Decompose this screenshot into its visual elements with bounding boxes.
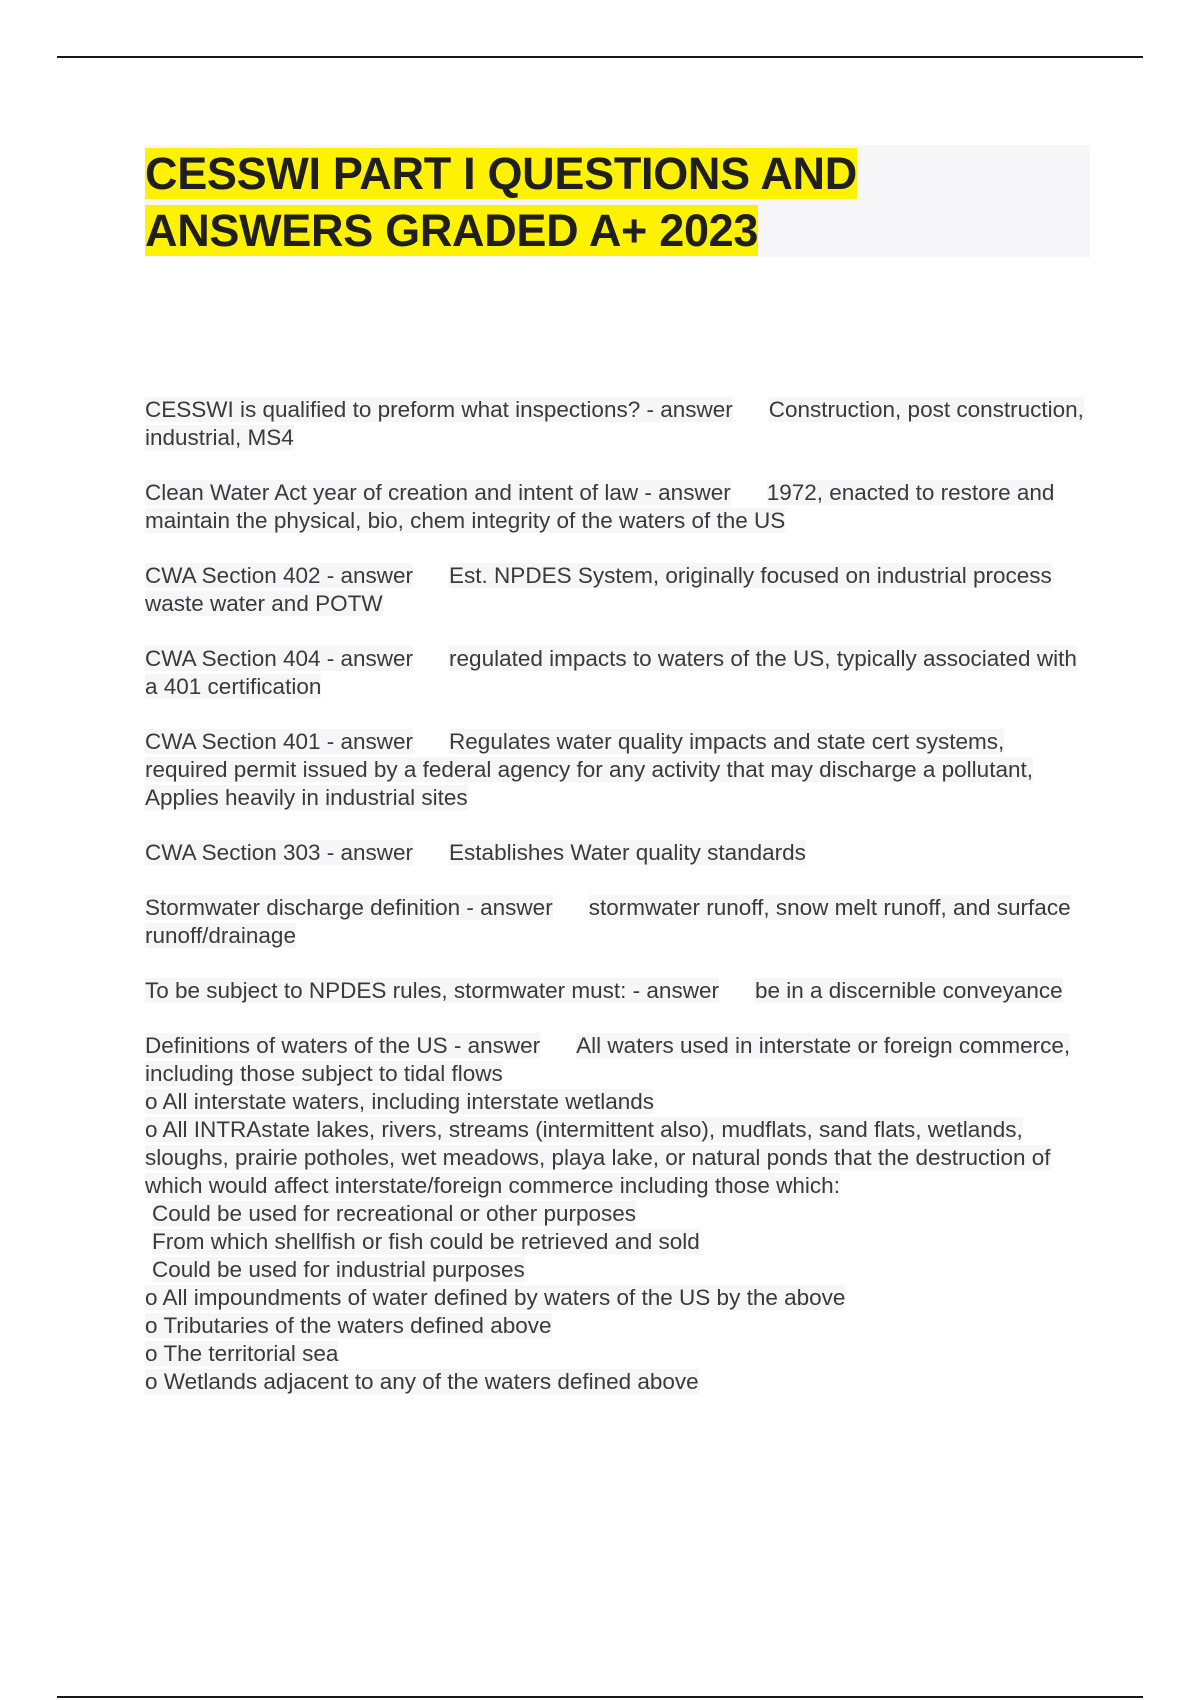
bottom-rule <box>57 1696 1143 1698</box>
question-text: CWA Section 402 - answer <box>145 563 414 588</box>
sub-list-item: From which shellfish or fish could be retrieved and sold <box>152 1229 700 1254</box>
question-text: Clean Water Act year of creation and intent of law - answer <box>145 480 731 505</box>
top-rule <box>57 56 1143 58</box>
title-block <box>145 145 1090 257</box>
qa-item <box>145 728 1090 812</box>
waters-list <box>145 1088 1090 1396</box>
question-text: Definitions of waters of the US - answer <box>145 1033 541 1058</box>
list-item: o Wetlands adjacent to any of the waters defined above <box>145 1369 699 1394</box>
answer-text: Est. NPDES System, originally focused on industrial process waste water and POTW <box>145 563 1052 616</box>
qa-item-waters-definition <box>145 1032 1090 1396</box>
qa-item <box>145 479 1090 535</box>
qa-item <box>145 839 1090 867</box>
list-item: o All impoundments of water defined by waters of the US by the above <box>145 1285 846 1310</box>
qa-item <box>145 894 1090 950</box>
qa-list <box>145 396 1090 1423</box>
qa-item <box>145 645 1090 701</box>
qa-item <box>145 396 1090 452</box>
answer-text: 1972, enacted to restore and maintain the physical, bio, chem integrity of the waters of the US <box>145 480 1055 533</box>
list-item: o All INTRAstate lakes, rivers, streams (intermittent also), mudflats, sand flats, wetlands, sloughs, prairie potholes, wet meadows, playa lake, or natural ponds that the destruction of which would affect interstate/foreign commerce including those which: <box>145 1117 1051 1198</box>
title-line-1: CESSWI PART I QUESTIONS AND <box>145 148 857 199</box>
question-text: CWA Section 404 - answer <box>145 646 414 671</box>
document-title <box>145 145 1090 259</box>
question-text: CESSWI is qualified to preform what inspections? - answer <box>145 397 733 422</box>
qa-item <box>145 977 1090 1005</box>
question-text: To be subject to NPDES rules, stormwater must: - answer <box>145 978 719 1003</box>
answer-text: stormwater runoff, snow melt runoff, and surface runoff/drainage <box>145 895 1071 948</box>
list-item: o The territorial sea <box>145 1341 339 1366</box>
answer-text: Construction, post construction, industrial, MS4 <box>145 397 1084 450</box>
list-item: o All interstate waters, including interstate wetlands <box>145 1089 655 1114</box>
question-text: CWA Section 401 - answer <box>145 729 414 754</box>
answer-text: regulated impacts to waters of the US, typically associated with a 401 certification <box>145 646 1077 699</box>
list-item: o Tributaries of the waters defined above <box>145 1313 552 1338</box>
sub-list-item: Could be used for industrial purposes <box>152 1257 525 1282</box>
answer-text: All waters used in interstate or foreign commerce, including those subject to tidal flows <box>145 1033 1071 1086</box>
qa-item <box>145 562 1090 618</box>
question-text: Stormwater discharge definition - answer <box>145 895 553 920</box>
title-line-2: ANSWERS GRADED A+ 2023 <box>145 205 759 256</box>
answer-text: be in a discernible conveyance <box>754 978 1063 1003</box>
answer-text: Regulates water quality impacts and state cert systems, required permit issued by a federal agency for any activity that may discharge a pollutant, Applies heavily in industrial sites <box>145 729 1033 810</box>
question-text: CWA Section 303 - answer <box>145 840 414 865</box>
sub-list-item: Could be used for recreational or other purposes <box>152 1201 637 1226</box>
answer-text: Establishes Water quality standards <box>449 840 806 865</box>
